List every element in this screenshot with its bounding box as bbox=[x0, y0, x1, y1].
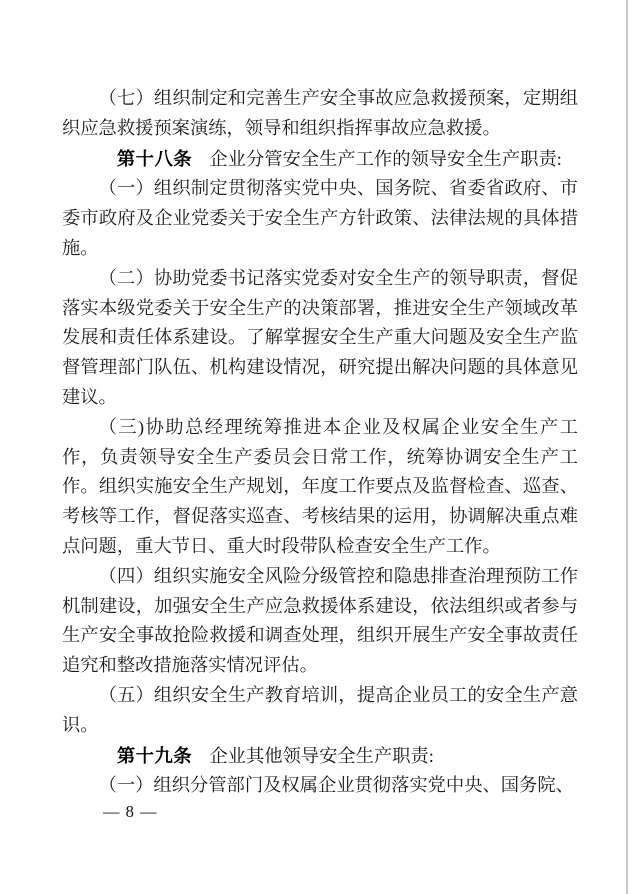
document-body bbox=[62, 84, 578, 801]
body-paragraph: （三)协助总经理统筹推进本企业及权属企业安全生产工作，负责领导安全生产委员会日常工作，统筹协调安全生产工作。组织实施安全生产规划，年度工作要点及监督检查、巡查、考核等工作，督促落实巡查、考核结果的运用，协调解决重点难点问题，重大节日、重大时段带队检查安全生产工作。 bbox=[62, 416, 578, 556]
body-paragraph: （七）组织制定和完善生产安全事故应急救援预案，定期组织应急救援预案演练，领导和组织指挥事故应急救援。 bbox=[62, 88, 578, 138]
article-heading bbox=[62, 144, 578, 175]
article-number: 第十八条 bbox=[116, 147, 193, 169]
article-title: 企业分管安全生产工作的领导安全生产职责: bbox=[209, 148, 562, 169]
article-title: 企业其他领导安全生产职责: bbox=[209, 745, 434, 766]
body-paragraph: （四）组织实施安全风险分级管控和隐患排查治理预防工作机制建设，加强安全生产应急救援体系建设，依法组织或者参与生产安全事故抢险救援和调查处理，组织开展生产安全事故责任追究和整改措施落实情况评估。 bbox=[62, 565, 578, 676]
page-edge-line bbox=[626, 0, 628, 894]
body-paragraph: （二）协助党委书记落实党委对安全生产的领导职责，督促落实本级党委关于安全生产的决策部署，推进安全生产领域改革发展和责任体系建设。了解掌握安全生产重大问题及安全生产监督管理部门队伍、机构建设情况，研究提出解决问题的具体意见建议。 bbox=[62, 267, 578, 407]
body-paragraph: （一）组织制定贯彻落实党中央、国务院、省委省政府、市委市政府及企业党委关于安全生产方针政策、法律法规的具体措施。 bbox=[62, 178, 578, 258]
article-number: 第十九条 bbox=[116, 744, 193, 766]
body-paragraph: （五）组织安全生产教育培训，提高企业员工的安全生产意识。 bbox=[62, 684, 578, 735]
page-number: — 8 — bbox=[103, 802, 158, 821]
article-heading bbox=[62, 741, 578, 772]
body-paragraph: （一）组织分管部门及权属企业贯彻落实党中央、国务院、 bbox=[98, 775, 574, 796]
